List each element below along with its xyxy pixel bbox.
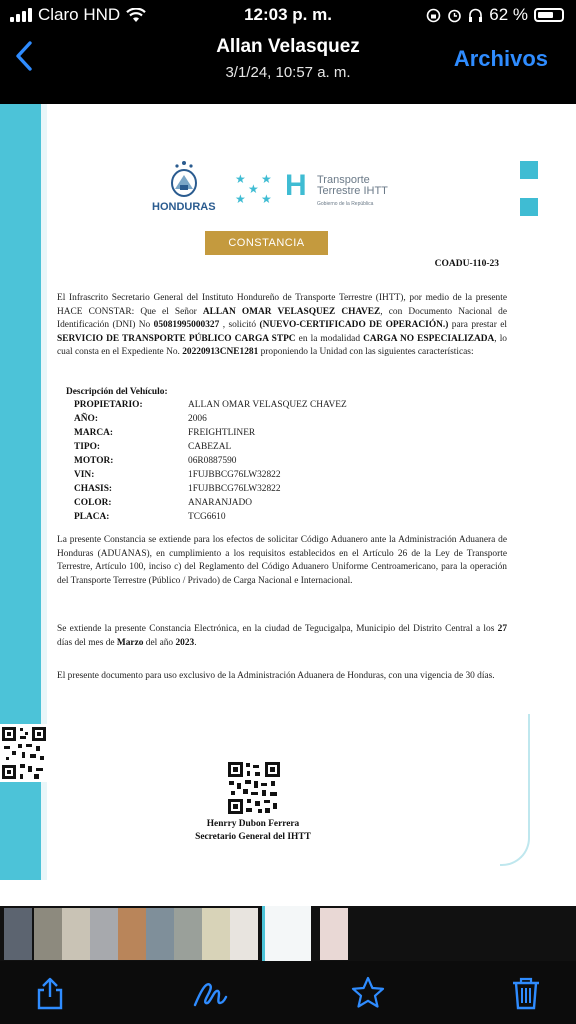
- bottom-toolbar: [0, 961, 576, 1024]
- star-icon: [350, 975, 386, 1011]
- vehicle-row: VIN: 1FUJBBCG76LW32822: [74, 470, 281, 480]
- alarm-icon: [447, 8, 462, 23]
- thumbnail[interactable]: [118, 908, 146, 960]
- battery-percent: 62 %: [489, 5, 528, 24]
- honduras-shield-icon: [164, 159, 204, 199]
- side-qr-code: [0, 724, 48, 782]
- share-button[interactable]: [32, 975, 68, 1011]
- files-button[interactable]: Archivos: [453, 46, 548, 71]
- vehicle-header: Descripción del Vehículo:: [66, 387, 168, 397]
- vehicle-row: MOTOR: 06R0887590: [74, 456, 237, 466]
- vehicle-row: COLOR: ANARANJADO: [74, 498, 253, 508]
- battery-icon: [534, 8, 564, 22]
- signer-title: Secretario General del IHTT: [195, 832, 311, 842]
- carrier-label: Claro HND: [38, 5, 121, 24]
- logo-line1: Transporte: [317, 174, 370, 186]
- markup-button[interactable]: [192, 975, 228, 1011]
- vehicle-row: CHASIS: 1FUJBBCG76LW32822: [74, 484, 281, 494]
- issue-year: 2023: [175, 637, 195, 648]
- file-number: 20220913CNE1281: [182, 347, 259, 358]
- thumbnail[interactable]: [202, 908, 230, 960]
- vehicle-row: PLACA: TCG6610: [74, 512, 226, 522]
- constancia-badge: CONSTANCIA: [205, 231, 328, 255]
- thumbnail[interactable]: [230, 908, 258, 960]
- share-icon: [32, 975, 68, 1011]
- markup-icon: [192, 975, 228, 1011]
- thumbnail[interactable]: [90, 908, 118, 960]
- thumbnail-strip[interactable]: [0, 906, 576, 961]
- svg-text:★: ★: [248, 182, 259, 196]
- document-viewer[interactable]: [0, 104, 576, 906]
- thumbnail[interactable]: [320, 908, 348, 960]
- svg-text:★: ★: [235, 172, 246, 186]
- dni-number: 05081995000327: [153, 320, 220, 331]
- headphones-icon: [468, 8, 483, 23]
- header-logos: [150, 159, 430, 219]
- logo-honduras-label: HONDURAS: [152, 201, 216, 213]
- qr-code-icon: [0, 724, 48, 782]
- thumbnail[interactable]: [146, 908, 174, 960]
- favorite-button[interactable]: [350, 975, 386, 1011]
- paragraph-issued: Se extiende la presente Constancia Electrónica, en la ciudad de Tegucigalpa, Municipio del Distrito Central a los 27 días del mes de Marzo del año 2023.: [57, 624, 507, 648]
- paragraph-validity: El presente documento para uso exclusivo de la Administración Aduanera de Honduras, con una vigencia de 30 días.: [57, 671, 495, 681]
- status-bar: [0, 0, 576, 30]
- document-code: COADU-110-23: [434, 259, 499, 269]
- clock: 12:03 p. m.: [244, 5, 332, 24]
- logo-line3: Gobierno de la República: [317, 201, 374, 207]
- issue-day: 27: [497, 624, 507, 634]
- thumbnail-selected[interactable]: [262, 906, 311, 961]
- delete-button[interactable]: [508, 975, 544, 1011]
- nav-title: Allan Velasquez: [216, 36, 360, 57]
- svg-text:★: ★: [235, 192, 246, 205]
- nav-subtitle: 3/1/24, 10:57 a. m.: [225, 64, 351, 81]
- vehicle-row: MARCA: FREIGHTLINER: [74, 428, 256, 438]
- logo-line2: Terrestre IHTT: [317, 185, 388, 197]
- svg-text:★: ★: [261, 172, 272, 186]
- applicant-name: ALLAN OMAR VELASQUEZ CHAVEZ: [202, 306, 381, 317]
- ihtt-logo-text: [317, 175, 388, 210]
- qr-code-icon: [227, 761, 281, 815]
- issue-month: Marzo: [116, 637, 144, 648]
- thumbnail[interactable]: [174, 908, 202, 960]
- vehicle-row: PROPIETARIO: ALLAN OMAR VELASQUEZ CHAVEZ: [74, 400, 347, 410]
- trash-icon: [508, 975, 544, 1011]
- vehicle-row: TIPO: CABEZAL: [74, 442, 232, 452]
- paragraph-purpose: La presente Constancia se extiende para los efectos de solicitar Código Aduanero ante la Administración Aduanera de Honduras (ADUANAS), en cumplimiento a los requisitos establecidos en el Artículo 26 de la Ley de Transporte Terrestre, Artículo 100, inciso c) del Reglamento del Código Aduanero Uniforme Centroamericano, para la operación del Transporte Terrestre (Público / Privado) de Carga Nacional e Internacional.: [57, 535, 507, 586]
- rotation-lock-icon: [426, 8, 441, 23]
- stars-icon: [235, 171, 279, 205]
- signer-name: Henrry Dubon Ferrera: [206, 819, 300, 829]
- nav-bar: [0, 30, 576, 90]
- thumbnail[interactable]: [62, 908, 90, 960]
- vehicle-description: [66, 387, 347, 524]
- signature-block: [178, 818, 328, 844]
- decor-square: [520, 161, 538, 179]
- vehicle-row: AÑO: 2006: [74, 414, 207, 424]
- thumbnail[interactable]: [34, 908, 62, 960]
- paragraph-intro: El Infrascrito Secretario General del Instituto Hondureño de Transporte Terrestre (IHTT), por medio de la presente HACE CONSTAR: Que el Señor ALLAN OMAR VELASQUEZ CHAVEZ, con Documento Nacional de Identificación (DNI) No 05081995000327 , solicitó (NUEVO-CERTIFICADO DE OPERACIÓN.) para prestar el SERVICIO DE TRANSPORTE PÚBLICO CARGA STPC en la modalidad CARGA NO ESPECIALIZADA, lo cual consta en el Expediente No. 20220913CNE1281 proponiendo la Unidad con las siguientes características:: [57, 293, 508, 358]
- ihtt-h-mark: H: [285, 169, 307, 202]
- thumbnail[interactable]: [4, 908, 32, 960]
- request-type: (NUEVO-CERTIFICADO DE OPERACIÓN.): [259, 320, 449, 331]
- service-type: SERVICIO DE TRANSPORTE PÚBLICO CARGA STPC: [57, 333, 296, 344]
- decor-square: [520, 198, 538, 216]
- modality: CARGA NO ESPECIALIZADA: [363, 333, 495, 344]
- decor-arc: [500, 714, 530, 866]
- svg-text:★: ★: [261, 192, 272, 205]
